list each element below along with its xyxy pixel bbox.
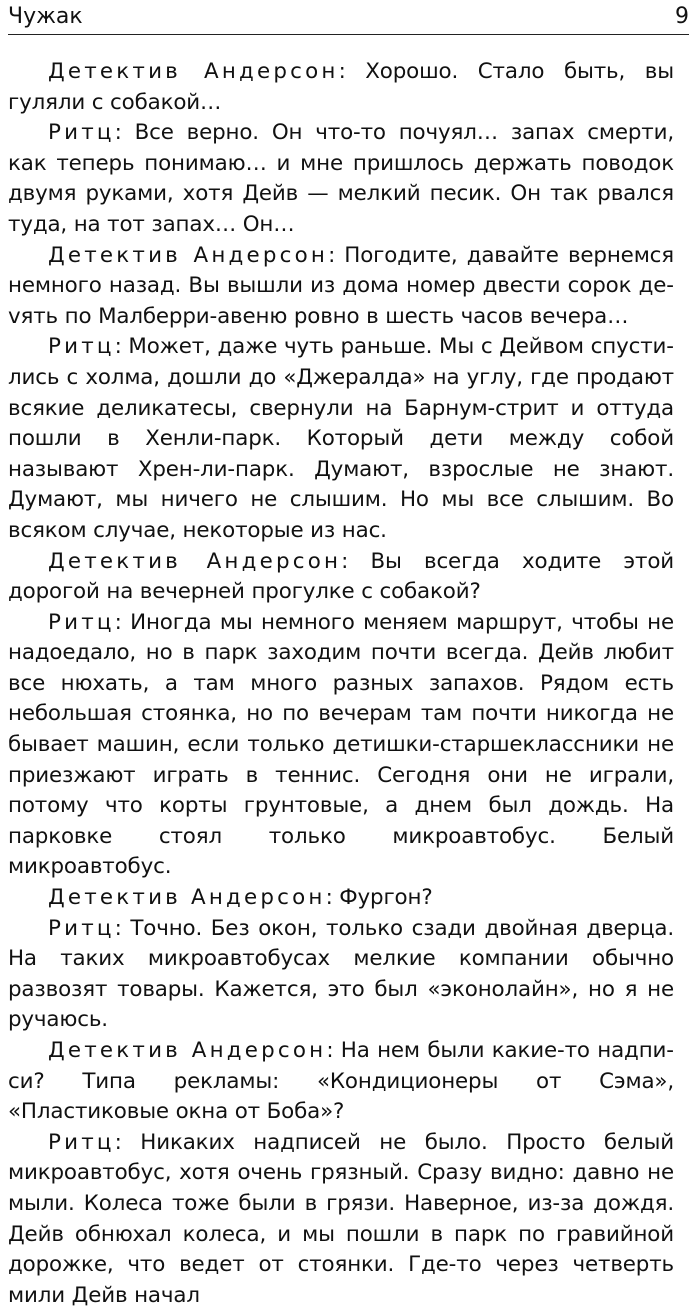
dialogue-paragraph [8,332,674,546]
dialogue-text: : На нем были какие-то надписи? Типа рекламы: «Кондиционеры от Сэма», «Пластиковые окна от Боба»? [8,1038,675,1125]
dialogue-paragraph [8,241,674,333]
speaker-name: Ритц [48,1129,115,1155]
dialogue-paragraph [8,1036,674,1128]
dialogue-text: : Иногда мы немного меняем маршрут, чтобы не надоедало, но в парк заходим почти всегда. Дейв любит все нюхать, а там много разных запахов. Рядом есть небольшая стоянка, но по вечерам там почти никогда не бывает машин, если только детишки-старшеклассники не приезжают играть в теннис. Сегодня они не играли, потому что корты грунтовые, а днем был дождь. На парковке стоял только микроавтобус. Белый микроавтобус. [8,609,674,880]
speaker-name: Детектив Андерсон [48,548,342,574]
dialogue-paragraph [8,118,674,240]
dialogue-text: : Никаких надписей не было. Просто белый микроавтобус, хотя очень грязный. Сразу видно: давно не мыли. Колеса тоже были в грязи. Наверное, из-за дождя. Дейв обнюхал колеса, и мы пошли в парк по гравийной дорожке, что ведет от стоянки. Где-то через четверть мили Дейв начал [8,1129,674,1308]
text-body [8,57,674,1311]
speaker-name: Детектив Андерсон [48,885,326,911]
speaker-name: Ритц [48,609,115,635]
dialogue-paragraph [8,547,674,608]
speaker-name: Ритц [48,915,115,941]
speaker-name: Ритц [48,120,115,146]
dialogue-text: : Погодите, давайте вернемся немного назад. Вы вышли из дома номер двести сорок деvять по Малберри-авеню ровно в шесть часов вечера… [8,242,675,329]
dialogue-paragraph [8,883,674,914]
dialogue-paragraph [8,608,674,883]
dialogue-text: : Хорошо. Стало быть, вы гуляли с собакой… [8,59,674,115]
speaker-name: Детектив Андерсон [48,59,339,84]
dialogue-text: : Вы всегда ходите этой дорогой на вечерней прогулке с собакой? [8,548,675,605]
dialogue-paragraph [8,57,674,118]
speaker-name: Детектив Андерсон [48,1038,327,1063]
dialogue-text: : Может, даже чуть раньше. Мы с Дейвом спустились с холма, дошли до «Джералда» на углу, где продают всякие деликатесы, свернули на Барнум-стрит и оттуда пошли в Хенли-парк. Который дети между собой называют Хрен-ли-парк. Думают, взрослые не знают. Думают, мы ничего не слышим. Но мы все слышим. Во всяком случае, некоторые из нас. [8,334,674,543]
running-header [8,0,689,35]
book-title: Чужак [8,4,83,29]
dialogue-paragraph [8,914,674,1036]
speaker-name: Ритц [48,334,115,360]
dialogue-text: : Точно. Без окон, только сзади двойная дверца. На таких микроавтобусах мелкие компании обычно развозят товары. Кажется, это был «эконолайн», но я не ручаюсь. [8,915,674,1033]
dialogue-text: : Все верно. Он что-то почуял… запах смерти, как теперь понимаю… и мне пришлось держать поводок двумя руками, хотя Дейв — мелкий песик. Он так рвался туда, на тот запах… Он… [8,120,674,237]
dialogue-paragraph [8,1128,674,1311]
page-number: 9 [675,4,689,29]
dialogue-text: : Фургон? [325,885,433,911]
speaker-name: Детектив Андерсон [48,242,329,268]
